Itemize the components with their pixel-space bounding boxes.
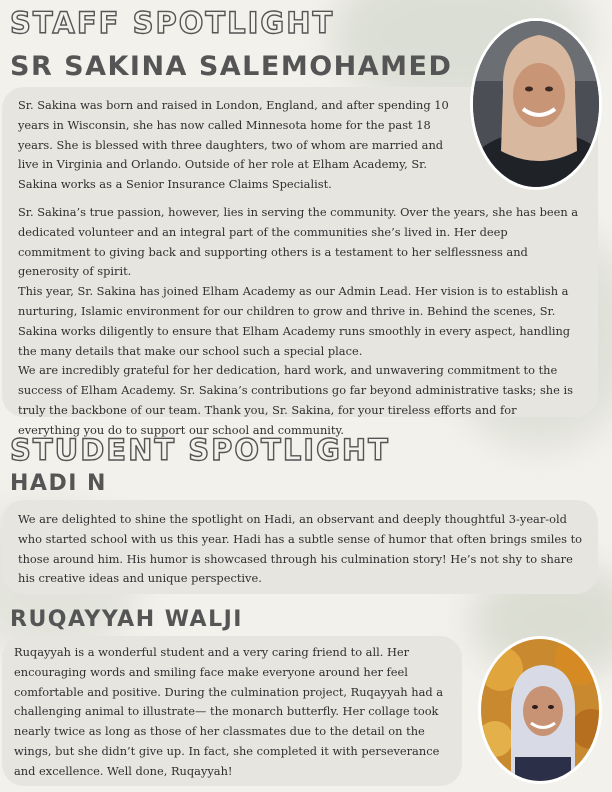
staff-spotlight-heading: STAFF SPOTLIGHT — [10, 6, 335, 40]
staff-name-heading: SR SAKINA SALEMOHAMED — [10, 51, 453, 82]
student-bio-paragraph: Ruqayyah is a wonderful student and a very caring friend to all. Her encouraging words and smiling face make everyone around her feel comfortable and positive. During the culmination project, Ruqayyah had a challenging animal to illustrate— the monarch butterfly. Her collage took nearly twice as long as those of her classmates due to the detail on the wings, but she didn’t give up. In fact, she completed it with perseverance and excellence. Well done, Ruqayyah! — [14, 645, 444, 778]
student-spotlight-heading: STUDENT SPOTLIGHT — [10, 433, 390, 467]
staff-bio-paragraph: Sr. Sakina’s true passion, however, lies in serving the community. Over the years, she has been a dedicated volunteer and an integral part of the communities she’s lived in. Her deep commitment to giving back and supporting others is a testament to her selflessness and generosity of spirit. — [18, 204, 579, 279]
student-portrait-image — [481, 639, 602, 784]
staff-portrait-image — [473, 21, 602, 190]
student-bio-card — [2, 500, 598, 594]
student-name-heading: HADI N — [10, 471, 107, 496]
student-name-heading: RUQAYYAH WALJI — [10, 607, 243, 632]
staff-bio-paragraph: This year, Sr. Sakina has joined Elham Academy as our Admin Lead. Her vision is to establish a nurturing, Islamic environment for our children to grow and thrive in. Behind the scenes, Sr. Sakina works diligently to ensure that Elham Academy runs smoothly in every aspect, handling the many details that make our school such a special place. — [18, 284, 571, 358]
student-portrait-photo — [478, 636, 602, 784]
staff-portrait-photo — [470, 18, 602, 190]
staff-bio-paragraph: Sr. Sakina was born and raised in London, England, and after spending 10 years in Wisconsin, she has now called Minnesota home for the past 18 years. She is blessed with three daughters, two of whom are married and live in Virginia and Orlando. Outside of her role at Elham Academy, Sr. Sakina works as a Senior Insurance Claims Specialist. — [18, 98, 449, 192]
staff-bio-paragraph: We are incredibly grateful for her dedication, hard work, and unwavering commitment to the success of Elham Academy. Sr. Sakina’s contributions go far beyond administrative tasks; she is truly the backbone of our team. Thank you, Sr. Sakina, for your tireless efforts and for everything you do to support our school and community. — [18, 363, 573, 437]
student-bio-paragraph: We are delighted to shine the spotlight on Hadi, an observant and deeply thoughtful 3-year-old who started school with us this year. Hadi has a subtle sense of humor that often brings smiles to those around him. His humor is showcased through his culmination story! He’s not shy to share his creative ideas and unique perspective. — [18, 512, 583, 586]
student-bio-card — [2, 636, 462, 786]
